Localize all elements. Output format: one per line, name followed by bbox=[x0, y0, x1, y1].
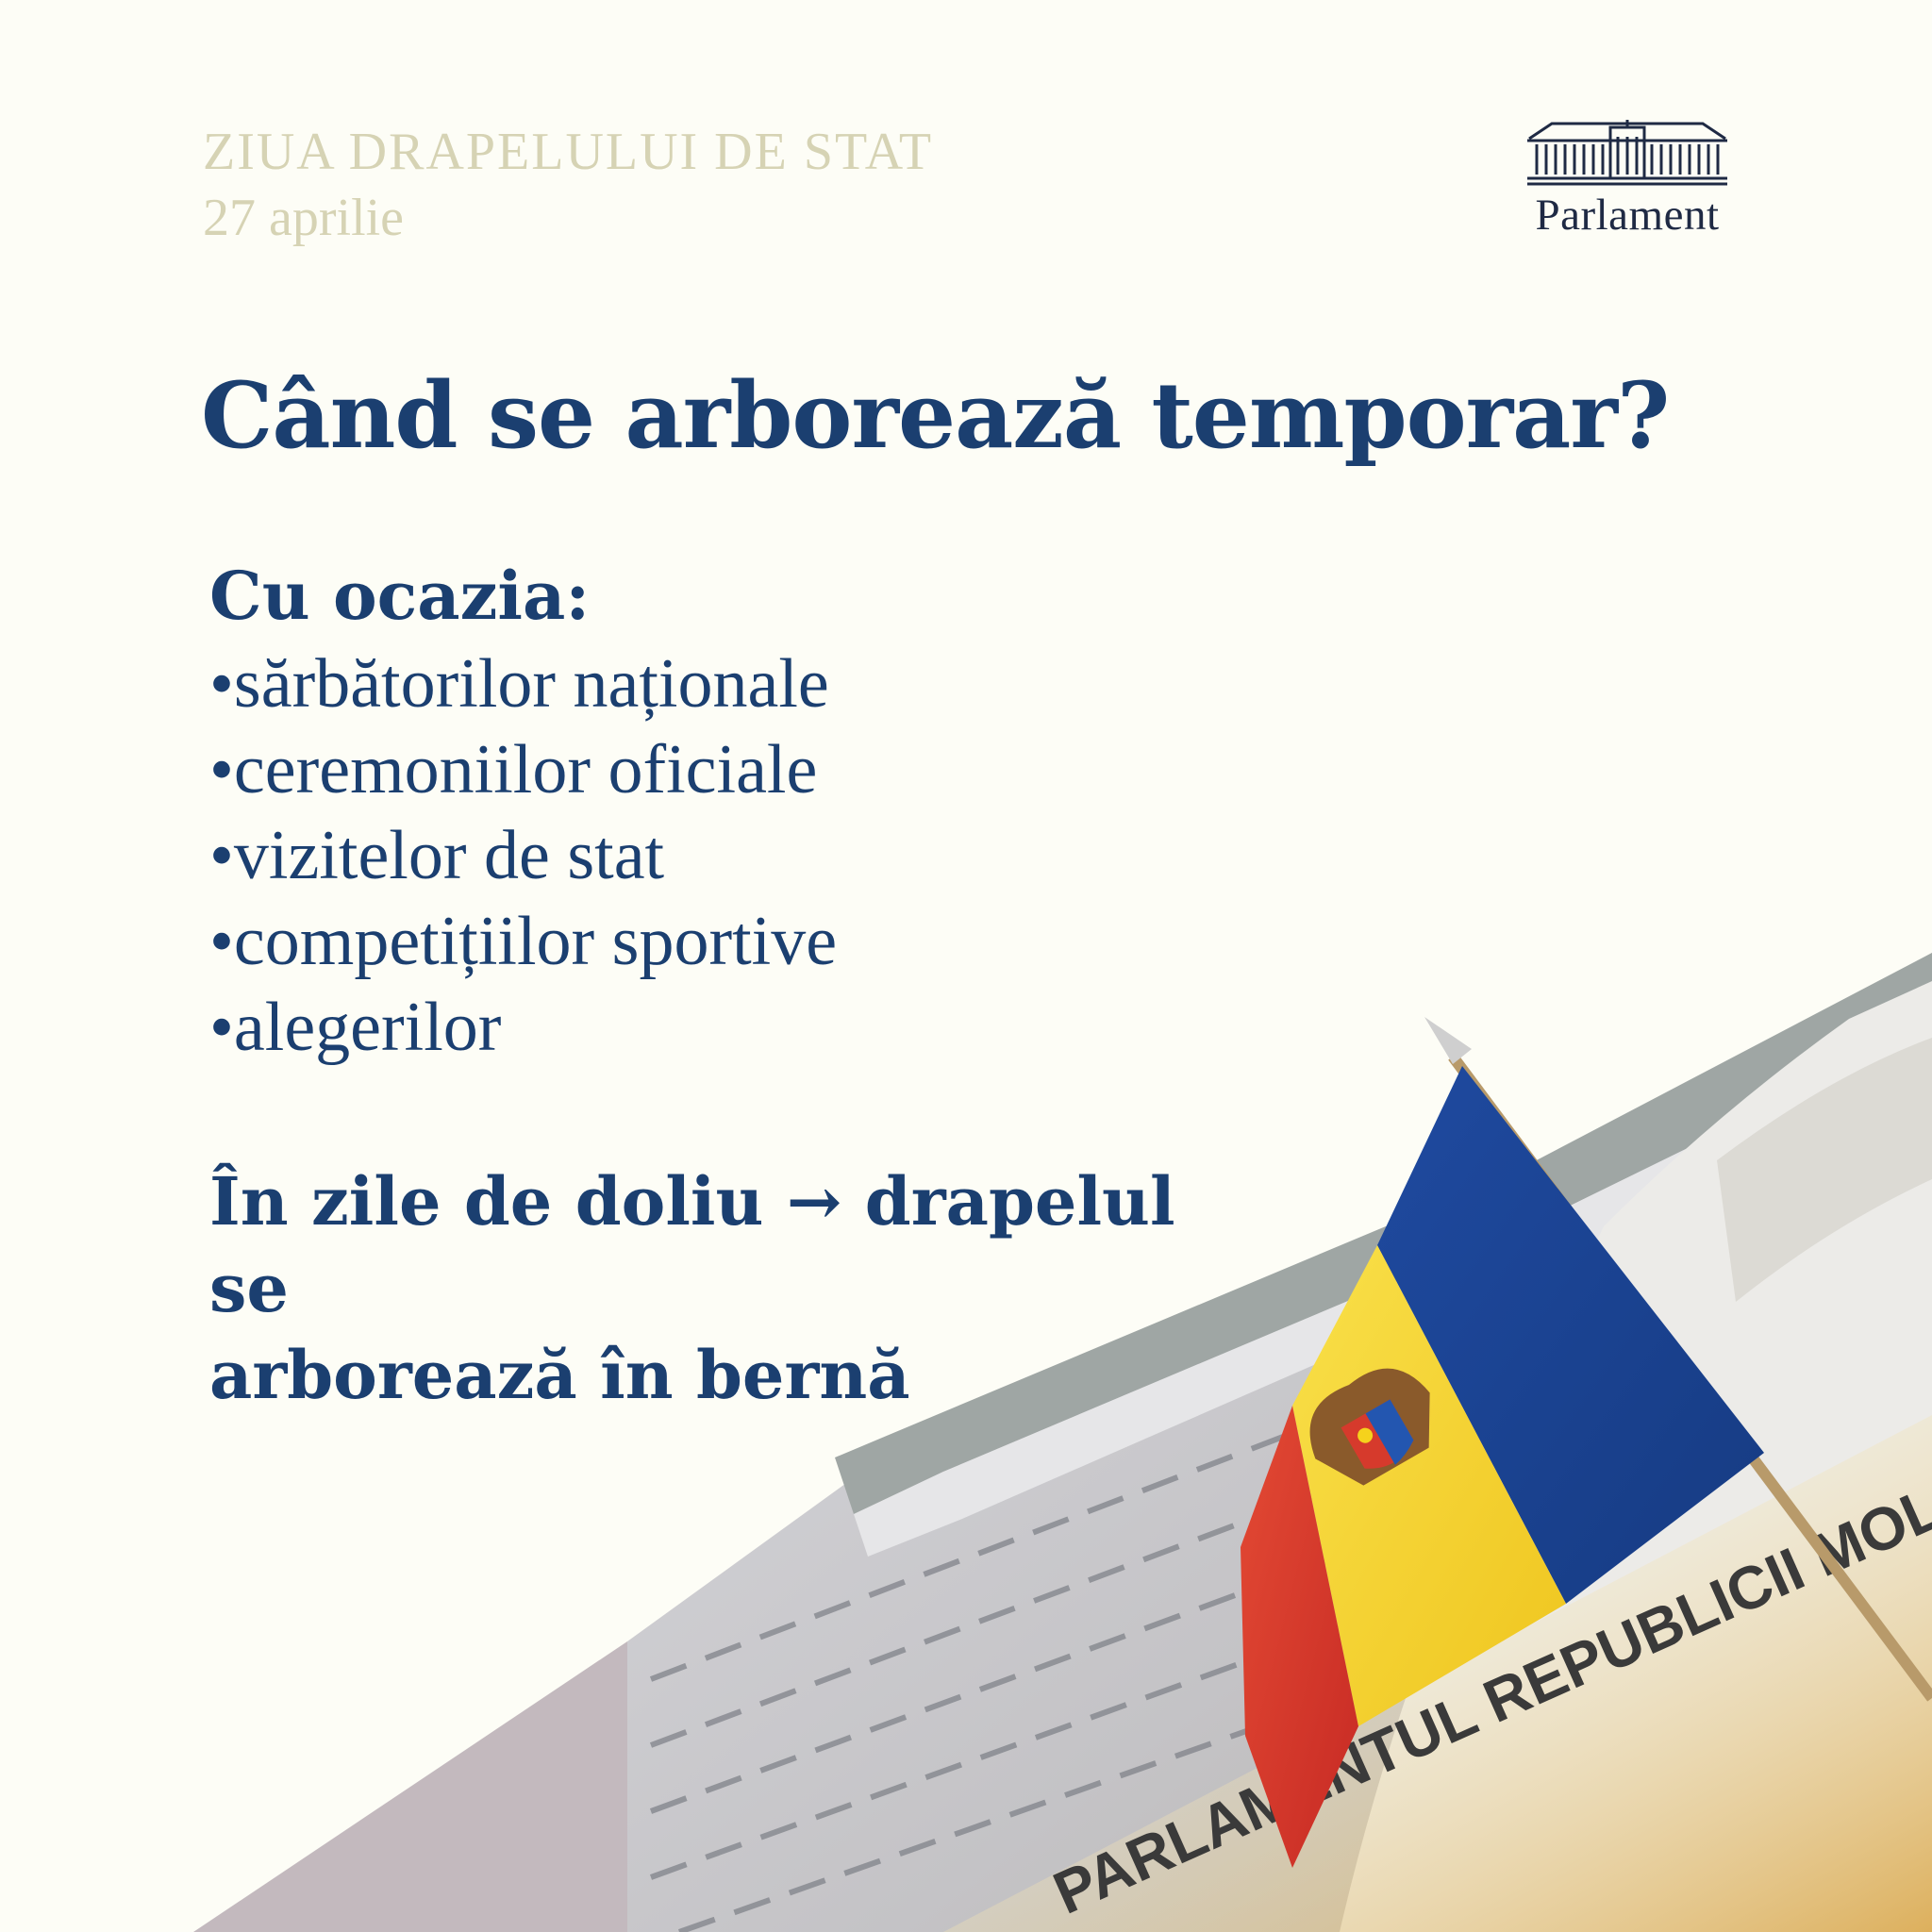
mourning-note bbox=[209, 1158, 1247, 1419]
mourning-note-line1: În zile de doliu → drapelul se bbox=[209, 1162, 1175, 1327]
occasions-list bbox=[209, 641, 837, 1071]
list-item-text: vizitelor de stat bbox=[233, 817, 665, 894]
brand-name: Parlament bbox=[1535, 191, 1720, 240]
bullet-icon: • bbox=[209, 645, 234, 723]
occasions-heading: Cu ocazia: bbox=[209, 557, 591, 635]
event-title: ZIUA DRAPELULUI DE STAT bbox=[203, 123, 934, 181]
event-date: 27 aprilie bbox=[203, 189, 405, 247]
occasions-section bbox=[209, 557, 837, 1071]
list-item bbox=[209, 899, 837, 985]
bullet-icon: • bbox=[209, 817, 234, 894]
flagpole-finial bbox=[1424, 1017, 1472, 1064]
mauve-triangle bbox=[193, 1641, 627, 1932]
list-item-text: alegerilor bbox=[233, 989, 502, 1066]
list-item bbox=[209, 985, 837, 1071]
parliament-building-icon bbox=[1524, 118, 1731, 186]
parliament-logo bbox=[1514, 118, 1740, 241]
list-item bbox=[209, 813, 837, 899]
list-item-text: ceremoniilor oficiale bbox=[233, 731, 818, 808]
bullet-icon: • bbox=[209, 731, 234, 808]
list-item-text: competițiilor sportive bbox=[233, 903, 838, 980]
page-title: Când se arborează temporar? bbox=[201, 362, 1670, 469]
bullet-icon: • bbox=[209, 989, 234, 1066]
mourning-note-line2: arborează în bernă bbox=[209, 1336, 910, 1414]
list-item bbox=[209, 727, 837, 813]
bullet-icon: • bbox=[209, 903, 234, 980]
list-item bbox=[209, 641, 837, 727]
list-item-text: sărbătorilor naționale bbox=[233, 645, 829, 723]
